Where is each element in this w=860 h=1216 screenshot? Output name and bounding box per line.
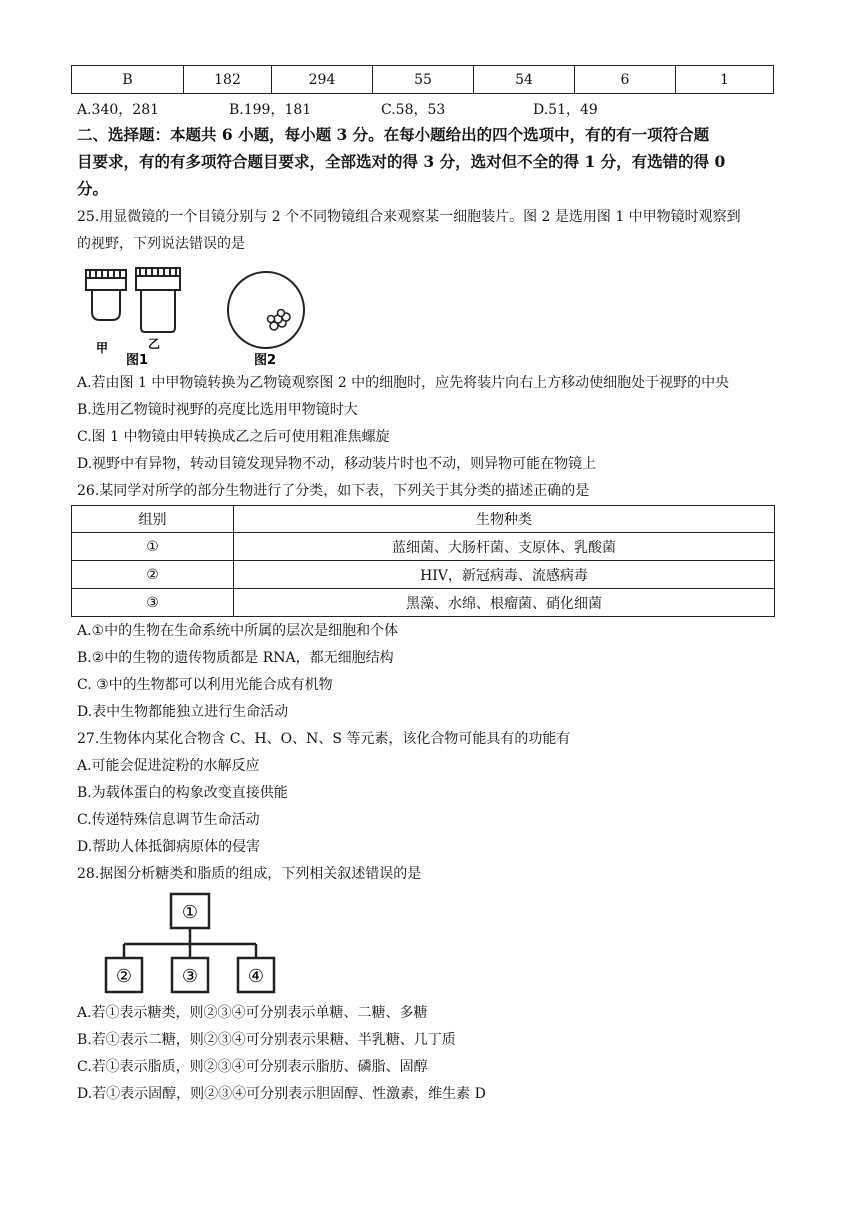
table-header: 组别 <box>72 506 234 533</box>
q24-option-d: D.51，49 <box>533 102 598 118</box>
q26-option-a: A.①中的生物在生命系统中所属的层次是细胞和个体 <box>77 623 399 639</box>
table-cell: ① <box>72 533 234 561</box>
table-cell: 黑藻、水绵、根瘤菌、硝化细菌 <box>234 589 775 617</box>
q25-option-a: A.若由图 1 中甲物镜转换为乙物镜观察图 2 中的细胞时，应先将装片向右上方移动使细胞处于视野的中央 <box>77 375 730 391</box>
q25-stem-line-1: 25.用显微镜的一个目镜分别与 2 个不同物镜组合来观察某一细胞装片。图 2 是选用图 1 中甲物镜时观察到 <box>77 209 741 225</box>
field-of-view-circle <box>228 272 304 348</box>
q28-stem: 28.据图分析糖类和脂质的组成，下列相关叙述错误的是 <box>77 866 422 882</box>
q27-option-a: A.可能会促进淀粉的水解反应 <box>77 758 260 774</box>
q26-classification-table <box>71 505 775 617</box>
cell-cluster-icon <box>268 310 291 331</box>
table-header: 生物种类 <box>234 506 775 533</box>
microscope-figure <box>78 264 318 370</box>
table-cell: ② <box>72 561 234 589</box>
table-cell: B <box>72 66 184 94</box>
label-fig1: 图1 <box>126 353 149 368</box>
q28-option-c: C.若①表示脂质，则②③④可分别表示脂肪、磷脂、固醇 <box>77 1059 428 1075</box>
q28-option-d: D.若①表示固醇，则②③④可分别表示胆固醇、性激素，维生素 D <box>77 1086 486 1102</box>
q25-option-d: D.视野中有异物，转动目镜发现异物不动，移动装片时也不动，则异物可能在物镜上 <box>77 456 597 472</box>
top-data-table <box>71 65 774 94</box>
section2-line-3: 分。 <box>77 179 109 198</box>
q26-stem: 26.某同学对所学的部分生物进行了分类，如下表，下列关于其分类的描述正确的是 <box>77 483 590 499</box>
q28-option-a: A.若①表示糖类，则②③④可分别表示单糖、二糖、多糖 <box>77 1005 428 1021</box>
q26-option-d: D.表中生物都能独立进行生命活动 <box>77 704 289 720</box>
q24-option-b: B.199，181 <box>229 102 312 118</box>
table-row <box>72 561 775 589</box>
table-cell: 55 <box>373 66 474 94</box>
q27-option-c: C.传递特殊信息调节生命活动 <box>77 812 260 828</box>
q26-option-b: B.②中的生物的遗传物质都是 RNA，都无细胞结构 <box>77 650 394 666</box>
q25-option-c: C.图 1 中物镜由甲转换成乙之后可使用粗准焦螺旋 <box>77 429 390 445</box>
q28-option-b: B.若①表示二糖，则②③④可分别表示果糖、半乳糖、几丁质 <box>77 1032 456 1048</box>
q24-option-c: C.58，53 <box>381 102 446 118</box>
label-yi: 乙 <box>148 337 161 351</box>
q25-option-b: B.选用乙物镜时视野的亮度比选用甲物镜时大 <box>77 402 358 418</box>
q26-option-c: C. ③中的生物都可以利用光能合成有机物 <box>77 677 333 693</box>
box-3-label: ③ <box>181 966 199 987</box>
section2-line-1: 二、选择题：本题共 6 小题，每小题 3 分。在每小题给出的四个选项中，有的有一项符合题 <box>77 125 710 144</box>
box-4-label: ④ <box>247 966 265 987</box>
table-cell: 蓝细菌、大肠杆菌、支原体、乳酸菌 <box>234 533 775 561</box>
table-row <box>72 533 775 561</box>
table-cell: 1 <box>676 66 774 94</box>
q27-option-d: D.帮助人体抵御病原体的侵害 <box>77 839 261 855</box>
objective-yi-icon <box>136 268 180 332</box>
q25-stem-line-2: 的视野，下列说法错误的是 <box>77 236 245 252</box>
tree-diagram <box>104 892 304 996</box>
table-cell: 54 <box>474 66 575 94</box>
table-cell: HIV，新冠病毒、流感病毒 <box>234 561 775 589</box>
q27-stem: 27.生物体内某化合物含 C、H、O、N、S 等元素，该化合物可能具有的功能有 <box>77 731 571 747</box>
table-row <box>72 589 775 617</box>
q24-option-a: A.340，281 <box>77 102 160 118</box>
label-fig2: 图2 <box>254 353 277 368</box>
box-1-label: ① <box>181 902 199 923</box>
section2-line-2: 目要求，有的有多项符合题目要求，全部选对的得 3 分，选对但不全的得 1 分，有选错的得 0 <box>77 152 726 171</box>
table-cell: ③ <box>72 589 234 617</box>
box-2-label: ② <box>115 966 133 987</box>
objective-jia-icon <box>86 270 126 320</box>
label-jia: 甲 <box>96 341 109 355</box>
table-cell: 294 <box>272 66 373 94</box>
q27-option-b: B.为载体蛋白的构象改变直接供能 <box>77 785 288 801</box>
table-cell: 182 <box>184 66 272 94</box>
table-cell: 6 <box>575 66 676 94</box>
